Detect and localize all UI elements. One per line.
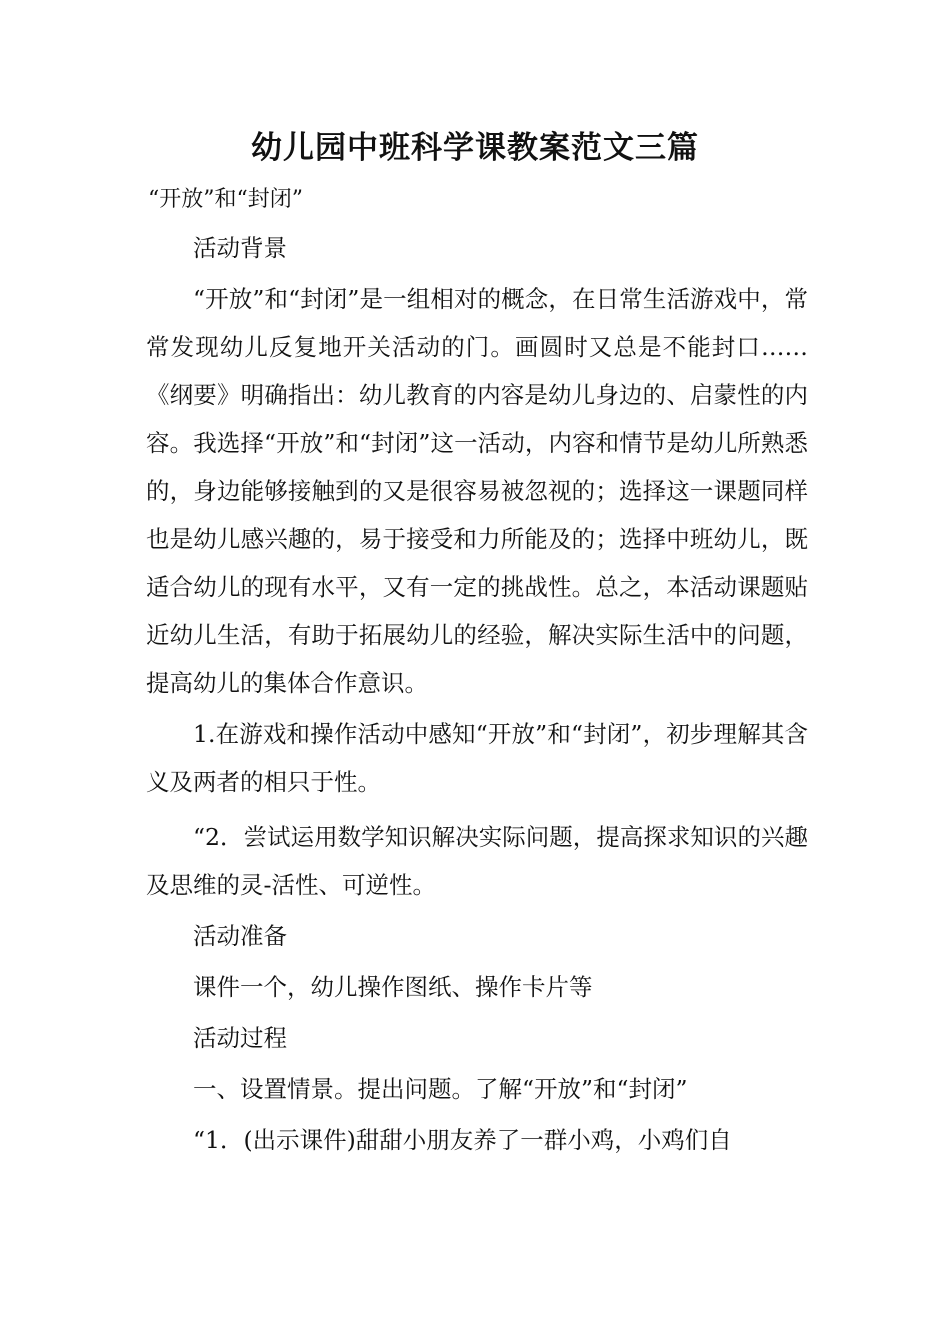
paragraph-step-1-detail: “1．(出示课件)甜甜小朋友养了一群小鸡，小鸡们自 (193, 1126, 732, 1154)
document-subtitle: “开放”和“封闭” (148, 187, 303, 212)
section-heading-background: 活动背景 (193, 234, 287, 262)
paragraph-goal-1: 1.在游戏和操作活动中感知“开放”和“封闭”，初步理解其含义及两者的相只于性。 (146, 720, 808, 796)
paragraph-step-1-heading: 一、设置情景。提出问题。了解“开放”和“封闭” (193, 1075, 688, 1103)
paragraph-preparation: 课件一个，幼儿操作图纸、操作卡片等 (193, 973, 593, 1001)
section-heading-preparation: 活动准备 (193, 922, 287, 950)
paragraph-goal-2: “2．尝试运用数学知识解决实际问题，提高探求知识的兴趣及思维的灵-活性、可逆性。 (146, 823, 808, 899)
document-title: 幼儿园中班科学课教案范文三篇 (251, 130, 699, 166)
paragraph-background: “开放”和“封闭”是一组相对的概念，在日常生活游戏中，常常发现幼儿反复地开关活动的门。画圆时又总是不能封口……《纲要》明确指出：幼儿教育的内容是幼儿身边的、启蒙性的内容。我选择“开放”和“封闭”这一活动，内容和情节是幼儿所熟悉的，身边能够接触到的又是很容易被忽视的；选择这一课题同样也是幼儿感兴趣的，易于接受和力所能及的；选择中班幼儿，既适合幼儿的现有水平，又有一定的挑战性。总之，本活动课题贴近幼儿生活，有助于拓展幼儿的经验，解决实际生活中的问题，提高幼儿的集体合作意识。 (146, 285, 808, 697)
document-body (146, 224, 808, 1164)
section-heading-process: 活动过程 (193, 1024, 287, 1052)
